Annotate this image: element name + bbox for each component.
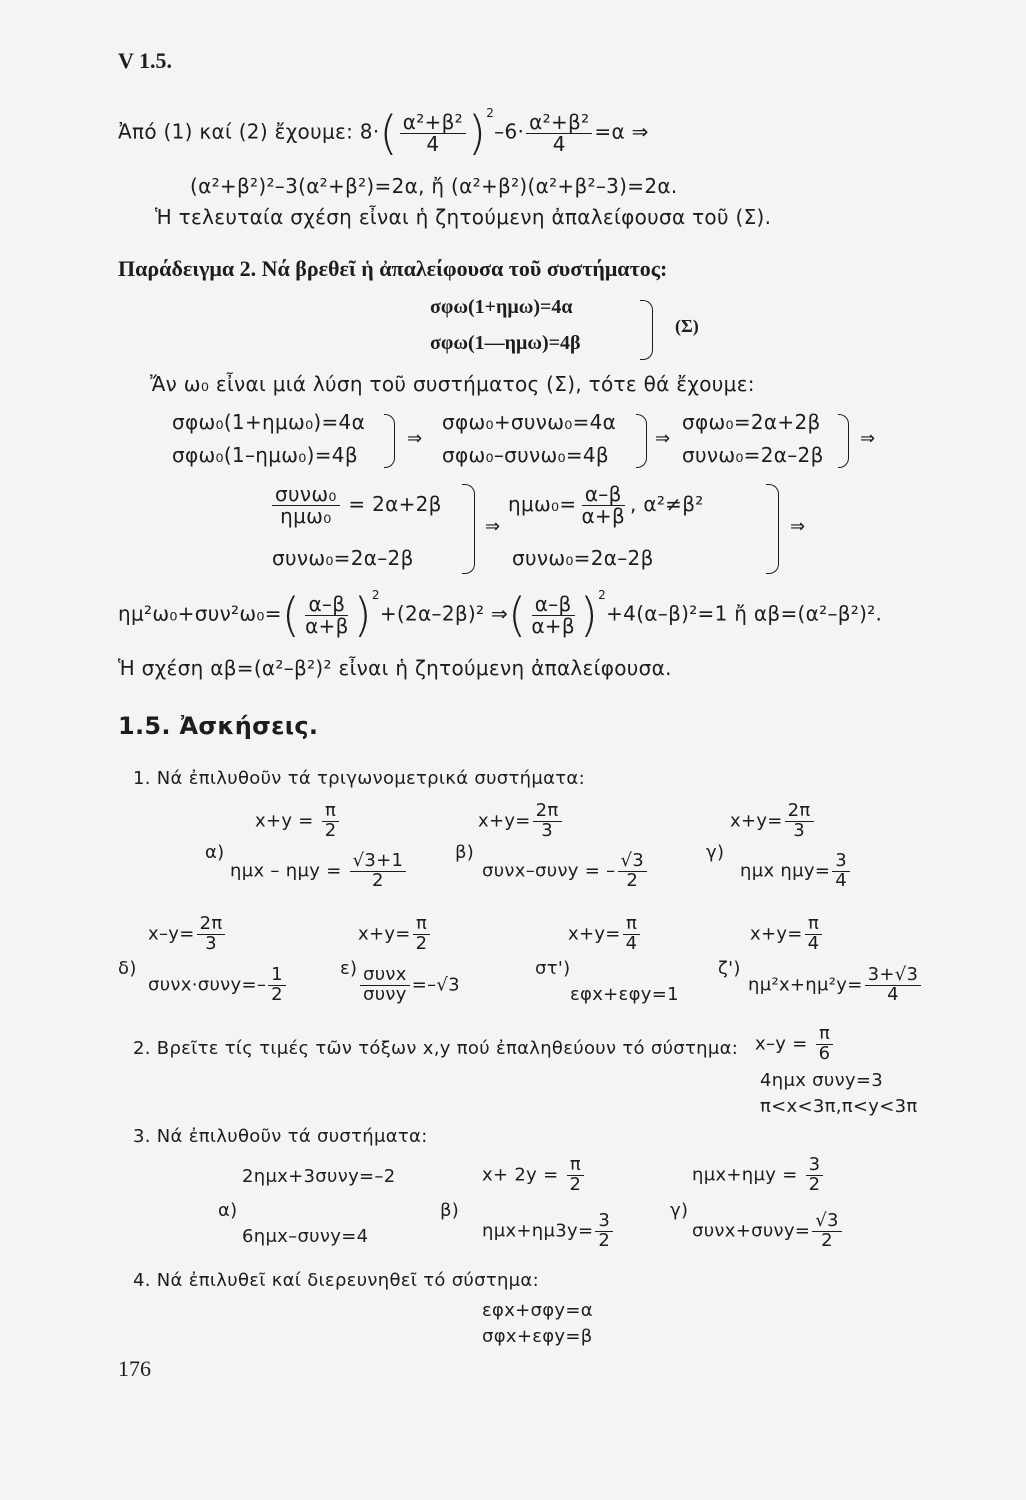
- ex1-b-eq1: x+y= $\frac{2\pi}{3}$: [478, 802, 564, 841]
- ex3-a-eq2: 6ημx–συνy=4: [242, 1226, 369, 1247]
- system-label: (Σ): [675, 316, 699, 336]
- arrow-5: ⇒: [790, 516, 806, 537]
- deriv-r2b: συνω₀=2α–2β: [272, 546, 414, 570]
- ex1-d-eq1: x–y= $\frac{2\pi}{3}$: [148, 915, 227, 954]
- ex1-b-eq2: συνx–συνy = – $\frac{√3}{2}$: [482, 852, 649, 891]
- deriv-r1f: συνω₀=2α–2β: [682, 443, 824, 467]
- arrow-2: ⇒: [655, 428, 671, 449]
- arrow-1: ⇒: [407, 428, 423, 449]
- ex2-eq2: 4ημx συνy=3: [760, 1070, 884, 1091]
- solution-line: Ἄν ω₀ εἶναι μιά λύση τοῦ συστήματος (Σ), τότε θά ἔχουμε:: [150, 372, 755, 396]
- ex1-a-label: α): [205, 842, 225, 863]
- arrow-4: ⇒: [485, 516, 501, 537]
- ex2-eq1: x–y = $\frac{\pi}{6}$: [755, 1025, 835, 1064]
- deriv-r1e: σφω₀=2α+2β: [682, 410, 821, 434]
- ex1-e-label: ε): [340, 958, 358, 979]
- ex1-e-eq1: x+y= $\frac{\pi}{2}$: [358, 915, 432, 954]
- ex1-st-eq2: εφx+εφy=1: [570, 984, 679, 1005]
- ex1-d-label: δ): [118, 958, 137, 979]
- ex3-a-eq1: 2ημx+3συνy=–2: [242, 1166, 396, 1187]
- ex4-eq2: σφx+εφy=β: [482, 1326, 593, 1347]
- deriv-r1c: σφω₀+συνω₀=4α: [442, 410, 617, 434]
- ex3-g-eq2: συνx+συνy= $\frac{√3}{2}$: [692, 1212, 844, 1251]
- section-header: V 1.5.: [118, 48, 172, 73]
- page-number: 176: [118, 1356, 151, 1381]
- deriv-r3: ημ²ω₀+συν²ω₀=( $\frac{\alpha-\beta}{\alpha+\beta}$ )$^2$+(2α–2β)² ⇒( $\frac{\alpha-\beta}{\alpha+\beta}$ )$^2$+4(α–β)²=1 ἤ αβ=(α²–β²)².: [118, 587, 883, 642]
- ex1-z-label: ζ'): [718, 958, 741, 979]
- example-title: Παράδειγμα 2. Νά βρεθεῖ ἡ ἀπαλείφουσα τοῦ συστήματος:: [118, 256, 668, 281]
- intro-line-1: Ἀπό (1) καί (2) ἔχουμε: 8·( $\frac{\text{α²+β²}}{4}$ )$^2$–6· $\frac{\text{α²+β²}}{4}$ =α ⇒: [118, 105, 649, 160]
- ex1-b-label: β): [455, 842, 475, 863]
- ex3-a-label: α): [218, 1200, 238, 1221]
- intro-line-3: Ἡ τελευταία σχέση εἶναι ἡ ζητούμενη ἀπαλείφουσα τοῦ (Σ).: [155, 205, 772, 229]
- ex1-prompt: 1. Νά ἐπιλυθοῦν τά τριγωνομετρικά συστήματα:: [133, 768, 585, 789]
- ex1-a-eq1: x+y = $\frac{\pi}{2}$: [255, 802, 341, 841]
- ex3-b-label: β): [440, 1200, 460, 1221]
- ex1-st-eq1: x+y= $\frac{\pi}{4}$: [568, 915, 642, 954]
- ex2-eq3: π<x<3π,π<y<3π: [760, 1096, 918, 1117]
- ex1-z-eq2: ημ²x+ημ²y= $\frac{3+√3}{4}$: [748, 966, 923, 1005]
- ex1-a-eq2: ημx – ημy = $\frac{√3+1}{2}$: [230, 852, 408, 891]
- ex4-eq1: εφx+σφy=α: [482, 1300, 593, 1321]
- deriv-r1a: σφω₀(1+ημω₀)=4α: [172, 410, 366, 434]
- system-eq-2: σφω(1—ημω)=4β: [430, 332, 581, 354]
- deriv-r2c: ημω₀= $\frac{\alpha-\beta}{\alpha+\beta}$ , α²≠β²: [508, 482, 704, 528]
- ex3-g-label: γ): [670, 1200, 689, 1221]
- ex1-g-label: γ): [706, 842, 725, 863]
- ex1-d-eq2: συνx·συνy=– $\frac{1}{2}$: [148, 966, 288, 1005]
- ex3-prompt: 3. Νά ἐπιλυθοῦν τά συστήματα:: [133, 1126, 428, 1147]
- ex3-b-eq1: x+ 2y = $\frac{\pi}{2}$: [482, 1156, 586, 1195]
- ex2-prompt: 2. Βρεῖτε τίς τιμές τῶν τόξων x,y πού ἐπαληθεύουν τό σύστημα:: [133, 1038, 739, 1059]
- ex1-z-eq1: x+y= $\frac{\pi}{4}$: [750, 915, 824, 954]
- ex3-g-eq1: ημx+ημy = $\frac{3}{2}$: [692, 1156, 825, 1195]
- ex4-prompt: 4. Νά ἐπιλυθεῖ καί διερευνηθεῖ τό σύστημα:: [133, 1270, 539, 1291]
- ex3-b-eq2: ημx+ημ3y= $\frac{3}{2}$: [482, 1212, 615, 1251]
- system-brace: [640, 300, 653, 360]
- arrow-3: ⇒: [860, 428, 876, 449]
- exercises-heading: 1.5. Ἀσκήσεις.: [118, 712, 319, 740]
- brace-5: [766, 484, 779, 574]
- brace-2: [636, 414, 647, 468]
- brace-1: [384, 414, 395, 468]
- deriv-r2-frac: $\frac{\text{συνω₀}}{\text{ημω₀}}$ = 2α+2β: [270, 484, 442, 527]
- system-eq-1: σφω(1+ημω)=4α: [430, 296, 573, 318]
- ex1-g-eq2: ημx ημy= $\frac{3}{4}$: [740, 852, 852, 891]
- intro-line-2: (α²+β²)²–3(α²+β²)=2α, ἤ (α²+β²)(α²+β²–3)=2α.: [190, 174, 678, 198]
- deriv-r1b: σφω₀(1–ημω₀)=4β: [172, 443, 358, 467]
- ex1-st-label: στ'): [535, 958, 571, 979]
- brace-4: [462, 484, 475, 574]
- ex1-e-eq2: $\frac{\text{συνx}}{\text{συνy}}$ =–√3: [358, 966, 460, 1005]
- brace-3: [838, 414, 849, 468]
- ex1-g-eq1: x+y= $\frac{2\pi}{3}$: [730, 802, 816, 841]
- deriv-r1d: σφω₀–συνω₀=4β: [442, 443, 609, 467]
- conclusion-line: Ἡ σχέση αβ=(α²–β²)² εἶναι ἡ ζητούμενη ἀπαλείφουσα.: [118, 656, 672, 680]
- deriv-r2d: συνω₀=2α–2β: [512, 546, 654, 570]
